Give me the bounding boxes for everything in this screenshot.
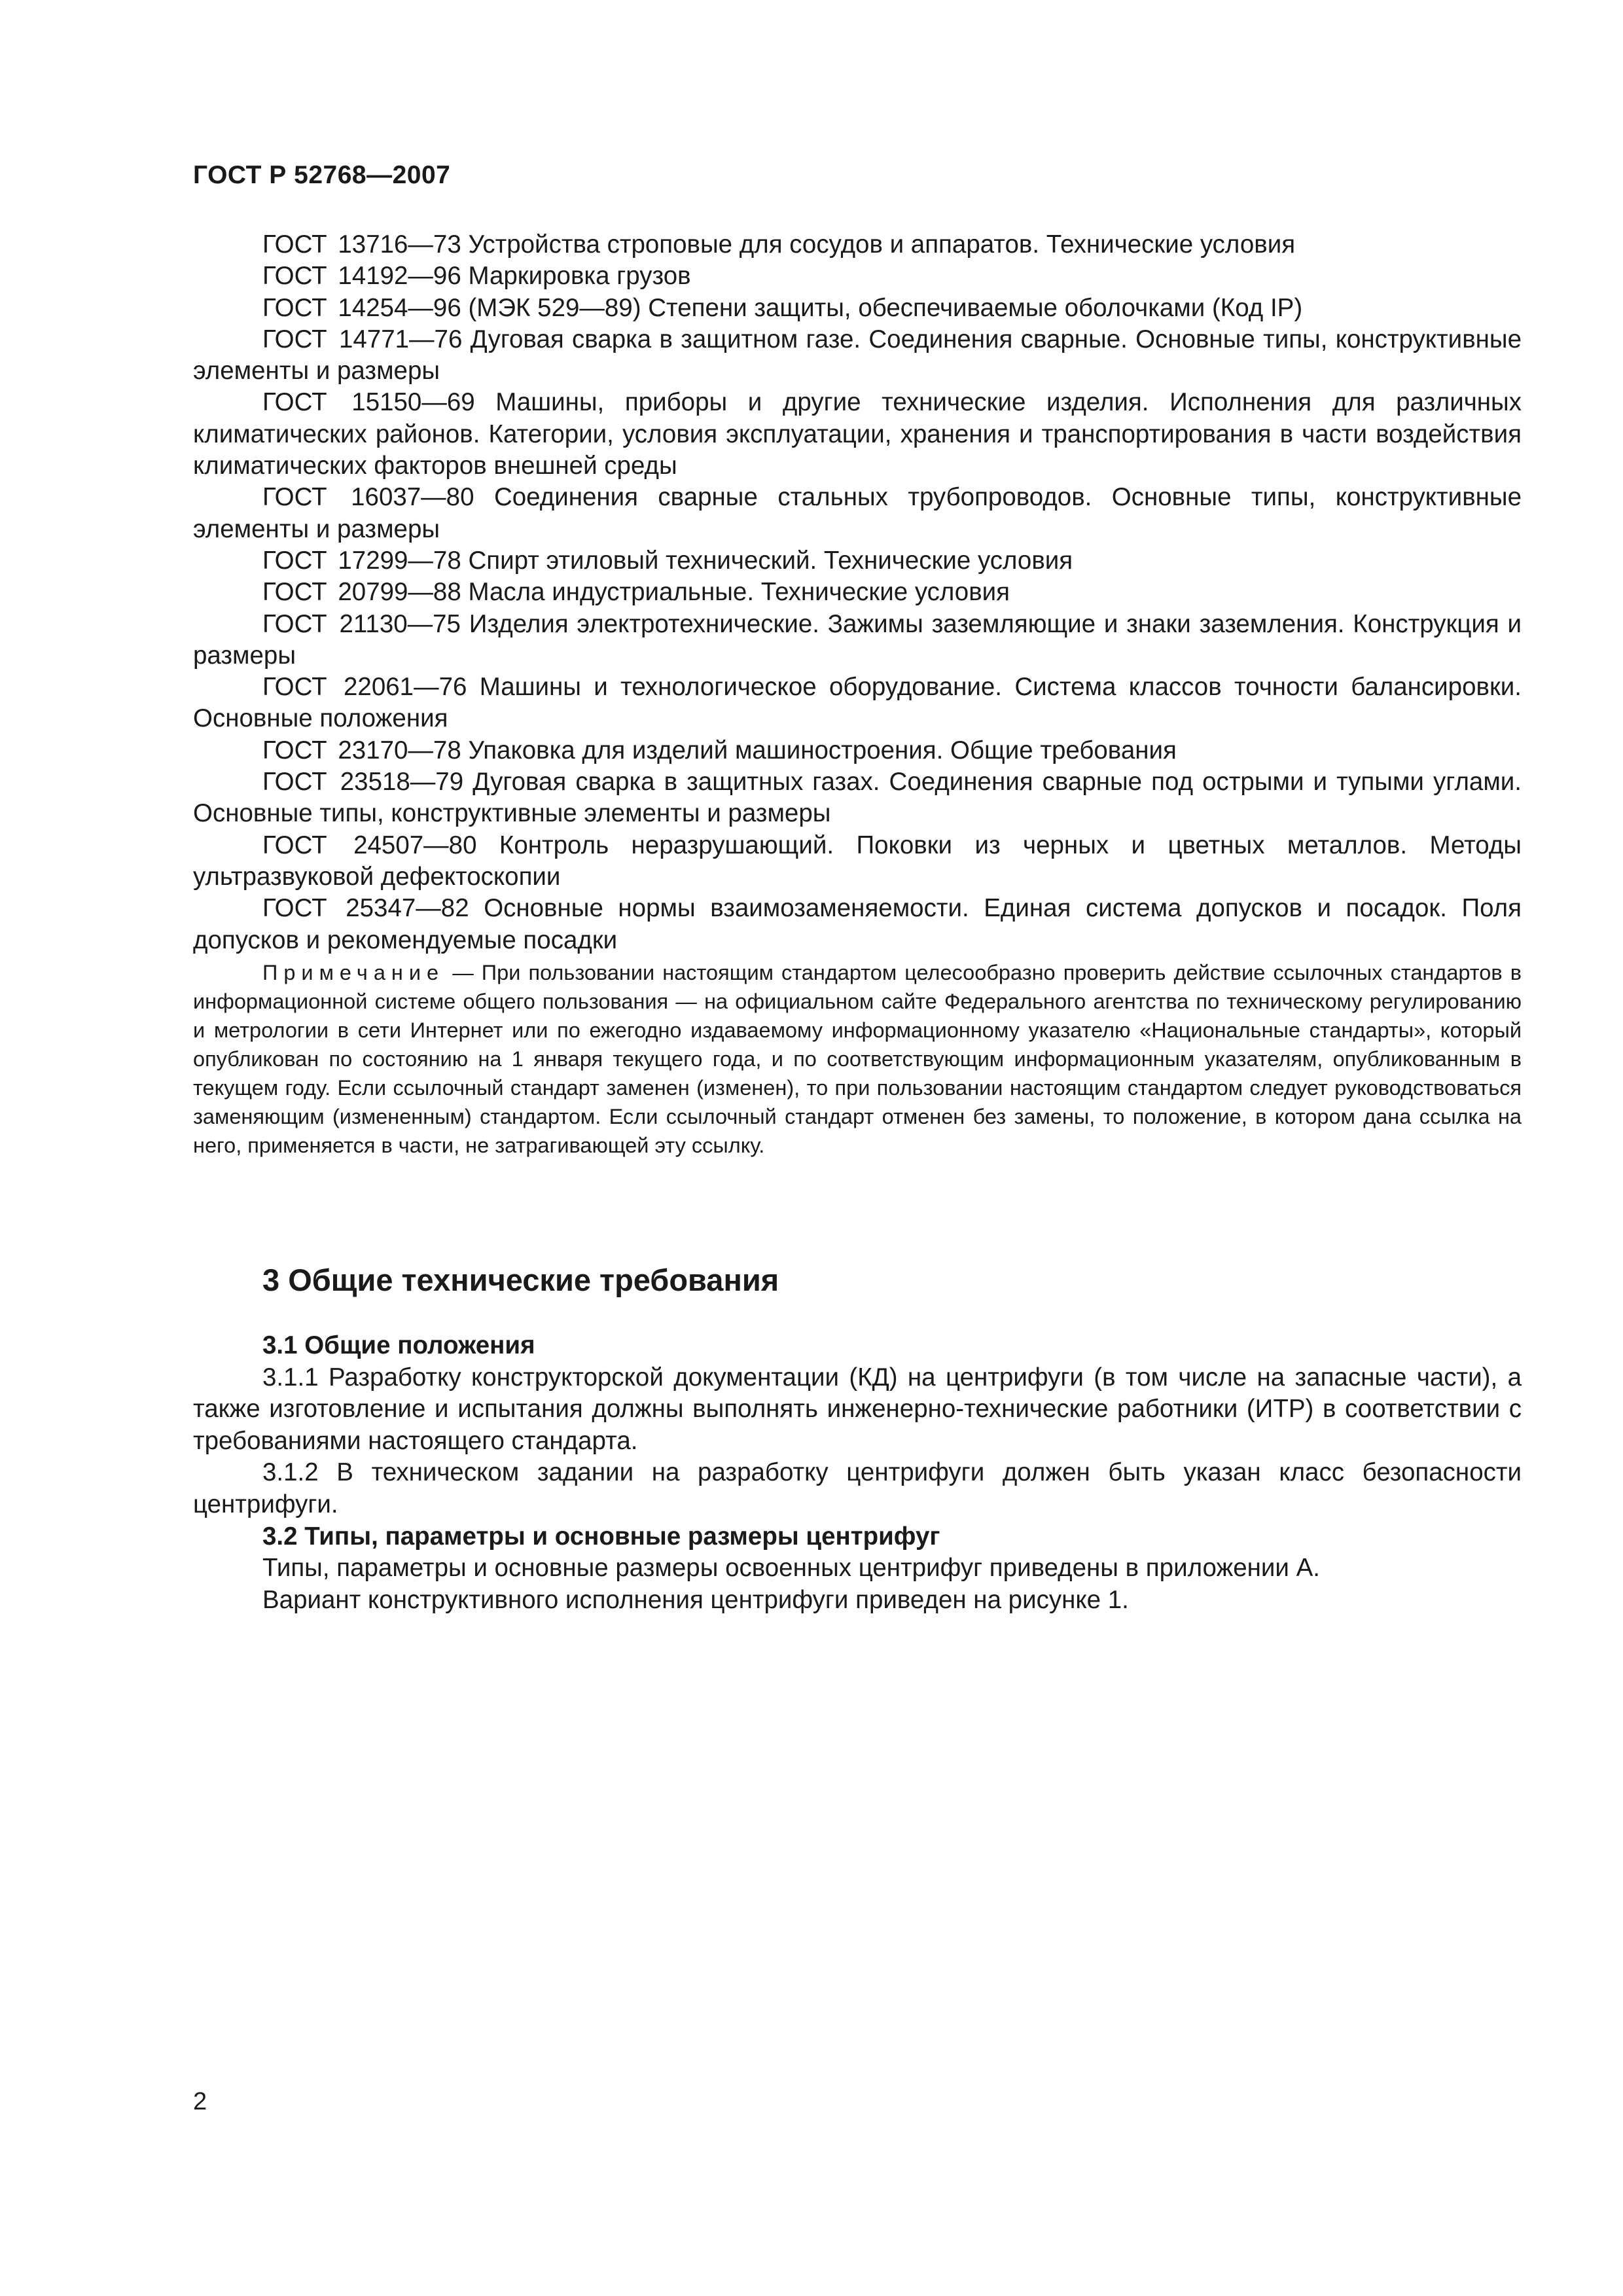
reference-code: ГОСТ 14192—96 xyxy=(262,262,461,291)
reference-title: Спирт этиловый технический. Технические условия xyxy=(468,546,1073,575)
reference-code: ГОСТ 15150—69 xyxy=(262,388,475,417)
reference-item xyxy=(193,830,1522,893)
reference-title: Изделия электротехнические. Зажимы заземляющие и знаки заземления. Конструкция и размеры xyxy=(193,609,1522,670)
reference-title: Машины и технологическое оборудование. Система классов точности балансировки. Основные положения xyxy=(193,673,1522,733)
reference-title: (МЭК 529—89) Степени защиты, обеспечиваемые оболочками (Код IP) xyxy=(468,293,1303,322)
reference-item xyxy=(193,293,1522,324)
reference-code: ГОСТ 23170—78 xyxy=(262,736,461,764)
reference-code: ГОСТ 23518—79 xyxy=(262,768,464,797)
reference-item xyxy=(193,735,1522,766)
references-note xyxy=(193,958,1522,1160)
reference-item xyxy=(193,545,1522,577)
paragraph-3-2-a: Типы, параметры и основные размеры освоенных центрифуг приведены в приложении А. xyxy=(262,1554,1320,1583)
note-text: — При пользовании настоящим стандартом целесообразно проверить действие ссылочных стандартов в информационной системе общего пользования — на официальном сайте Федерального агентства по техническому регулированию и метрологии в сети Интернет или по ежегодно издаваемому информационному указателю «Национальные стандарты», который опубликован по состоянию на 1 января текущего года, и по соответствующим информационным указателям, опубликованным в текущем году. Если ссылочный стандарт заменен (изменен), то при пользовании настоящим стандартом следует руководствоваться заменяющим (измененным) стандартом. Если ссылочный стандарт отменен без замены, то положение, в котором дана ссылка на него, применяется в части, не затрагивающей эту ссылку. xyxy=(193,961,1522,1157)
reference-code: ГОСТ 14254—96 xyxy=(262,293,461,322)
reference-item xyxy=(193,609,1522,672)
reference-code: ГОСТ 17299—78 xyxy=(262,546,461,575)
reference-item xyxy=(193,260,1522,292)
document-header: ГОСТ Р 52768—2007 xyxy=(193,161,451,189)
section-title: 3 Общие технические требования xyxy=(262,1263,779,1297)
reference-title: Маркировка грузов xyxy=(468,262,691,291)
section-body xyxy=(193,1330,1522,1616)
reference-item xyxy=(193,672,1522,735)
paragraph-3-1-1: 3.1.1 Разработку конструкторской документации (КД) на центрифуги (в том числе на запасные части), а также изготовление и испытания должны выполнять инженерно-технические работники (ИТР) в соответствии с требованиями настоящего стандарта. xyxy=(193,1363,1522,1455)
reference-code: ГОСТ 20799—88 xyxy=(262,578,461,607)
reference-title: Машины, приборы и другие технические изделия. Исполнения для различных климатических районов. Категории, условия эксплуатации, хранения и транспортирования в части воздействия климатических факторов внешней среды xyxy=(193,388,1522,480)
reference-code: ГОСТ 13716—73 xyxy=(262,230,461,259)
reference-title: Устройства строповые для сосудов и аппаратов. Технические условия xyxy=(468,230,1296,259)
subsection-title-3-2: 3.2 Типы, параметры и основные размеры центрифуг xyxy=(262,1522,940,1551)
page-number: 2 xyxy=(193,2088,207,2115)
reference-item xyxy=(193,577,1522,608)
reference-code: ГОСТ 14771—76 xyxy=(262,325,463,353)
reference-code: ГОСТ 25347—82 xyxy=(262,894,469,923)
reference-item xyxy=(193,482,1522,545)
reference-title: Дуговая сварка в защитном газе. Соединения сварные. Основные типы, конструктивные элементы и размеры xyxy=(193,325,1522,386)
reference-title: Основные нормы взаимозаменяемости. Единая система допусков и посадок. Поля допусков и рекомендуемые посадки xyxy=(193,894,1522,954)
subsection-title-3-1: 3.1 Общие положения xyxy=(262,1331,535,1359)
reference-item xyxy=(193,387,1522,482)
reference-title: Дуговая сварка в защитных газах. Соединения сварные под острыми и тупыми углами. Основные типы, конструктивные элементы и размеры xyxy=(193,768,1522,828)
paragraph-3-1-2: 3.1.2 В техническом задании на разработку центрифуги должен быть указан класс безопасности центрифуги. xyxy=(193,1458,1522,1518)
reference-title: Упаковка для изделий машиностроения. Общие требования xyxy=(468,736,1177,764)
reference-title: Соединения сварные стальных трубопроводов. Основные типы, конструктивные элементы и размеры xyxy=(193,483,1522,543)
note-label: Примечание xyxy=(262,961,445,984)
reference-item xyxy=(193,893,1522,956)
reference-code: ГОСТ 22061—76 xyxy=(262,673,467,702)
reference-code: ГОСТ 16037—80 xyxy=(262,483,474,512)
normative-references-list xyxy=(193,229,1522,956)
reference-code: ГОСТ 21130—75 xyxy=(262,609,461,638)
reference-title: Масла индустриальные. Технические условия xyxy=(468,578,1010,607)
reference-item xyxy=(193,229,1522,260)
reference-title: Контроль неразрушающий. Поковки из черных и цветных металлов. Методы ультразвуковой дефектоскопии xyxy=(193,831,1522,891)
reference-item xyxy=(193,766,1522,830)
reference-item xyxy=(193,324,1522,387)
paragraph-3-2-b: Вариант конструктивного исполнения центрифуги приведен на рисунке 1. xyxy=(262,1585,1129,1614)
reference-code: ГОСТ 24507—80 xyxy=(262,831,477,859)
